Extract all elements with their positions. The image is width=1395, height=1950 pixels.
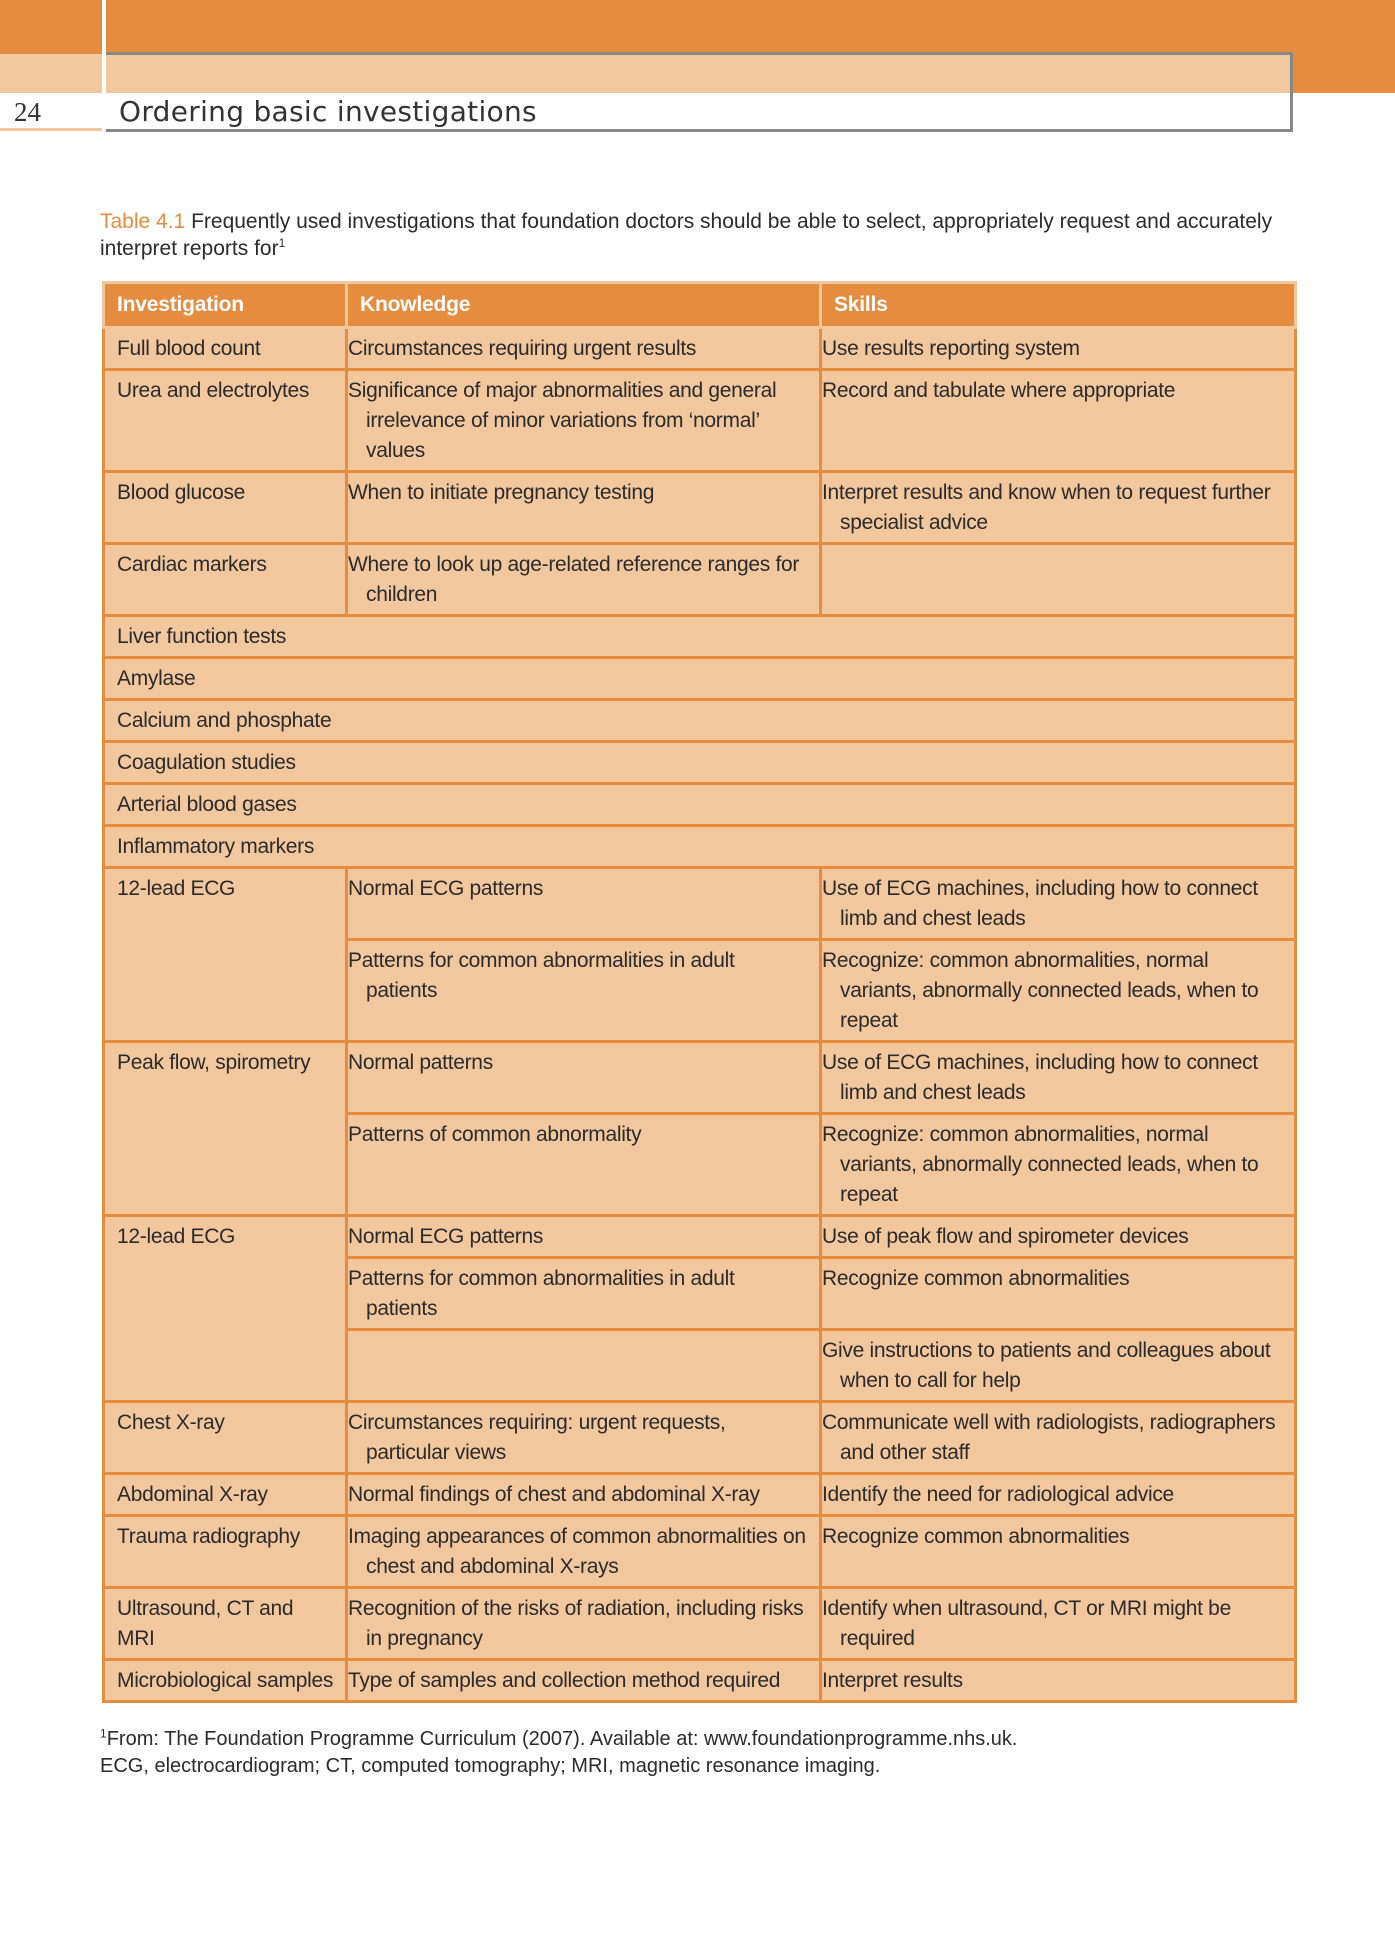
skills-cell bbox=[821, 1216, 1296, 1258]
table-row bbox=[104, 700, 1296, 742]
skills-cell-text: Interpret results and know when to request further specialist advice bbox=[822, 481, 1271, 534]
skills-cell bbox=[821, 1258, 1296, 1330]
knowledge-cell bbox=[347, 868, 821, 940]
table-label: Table 4.1 bbox=[100, 210, 186, 233]
skills-cell-text: Recognize common abnormalities bbox=[822, 1525, 1130, 1548]
investigation-cell-text: Blood glucose bbox=[117, 481, 246, 504]
knowledge-cell bbox=[347, 940, 821, 1042]
investigation-cell bbox=[104, 370, 347, 472]
table-row bbox=[104, 328, 1296, 370]
footnote-source bbox=[100, 1726, 1300, 1753]
knowledge-cell bbox=[347, 1330, 821, 1402]
investigation-cell bbox=[104, 616, 1296, 658]
skills-cell-text: Recognize common abnormalities bbox=[822, 1267, 1130, 1290]
investigation-cell-text: Urea and electrolytes bbox=[117, 379, 310, 402]
skills-cell bbox=[821, 1402, 1296, 1474]
investigations-table bbox=[102, 281, 1294, 1703]
investigation-cell-text: Peak flow, spirometry bbox=[117, 1051, 311, 1074]
table-row bbox=[104, 784, 1296, 826]
knowledge-cell bbox=[347, 1042, 821, 1114]
table-row bbox=[104, 1588, 1296, 1660]
table-header-row bbox=[104, 283, 1296, 328]
knowledge-cell-text: Normal ECG patterns bbox=[348, 1225, 544, 1248]
knowledge-cell-text: Circumstances requiring urgent results bbox=[348, 337, 697, 360]
knowledge-cell-text: Imaging appearances of common abnormalities on chest and abdominal X-rays bbox=[348, 1525, 806, 1578]
header-band bbox=[0, 0, 1395, 54]
knowledge-cell-text: Normal patterns bbox=[348, 1051, 493, 1074]
knowledge-cell-text: Significance of major abnormalities and general irrelevance of minor variations from ‘normal’ values bbox=[348, 379, 777, 462]
skills-cell bbox=[821, 868, 1296, 940]
investigation-cell bbox=[104, 742, 1296, 784]
knowledge-cell-text: Normal findings of chest and abdominal X-ray bbox=[348, 1483, 760, 1506]
skills-cell-text: Give instructions to patients and colleagues about when to call for help bbox=[822, 1339, 1271, 1392]
skills-cell-text: Record and tabulate where appropriate bbox=[822, 379, 1176, 402]
table-row bbox=[104, 658, 1296, 700]
knowledge-cell bbox=[347, 1402, 821, 1474]
skills-cell bbox=[821, 1474, 1296, 1516]
investigation-cell-text: Abdominal X-ray bbox=[117, 1483, 268, 1506]
knowledge-cell-text: Normal ECG patterns bbox=[348, 877, 544, 900]
table-row bbox=[104, 370, 1296, 472]
skills-cell bbox=[821, 1516, 1296, 1588]
knowledge-cell bbox=[347, 472, 821, 544]
skills-cell-text: Interpret results bbox=[822, 1669, 963, 1692]
caption-text: Frequently used investigations that foundation doctors should be able to select, appropriately request and accurately interpret reports for bbox=[100, 210, 1273, 260]
header-knowledge: Knowledge bbox=[347, 283, 821, 328]
skills-cell-text: Use of peak flow and spirometer devices bbox=[822, 1225, 1189, 1248]
skills-cell-text: Communicate well with radiologists, radiographers and other staff bbox=[822, 1411, 1276, 1464]
header-skills: Skills bbox=[821, 283, 1296, 328]
knowledge-cell-text: Type of samples and collection method required bbox=[348, 1669, 781, 1692]
investigation-cell bbox=[104, 328, 347, 370]
skills-cell bbox=[821, 1588, 1296, 1660]
knowledge-cell-text: Circumstances requiring: urgent requests, particular views bbox=[348, 1411, 726, 1464]
investigation-cell-text: Liver function tests bbox=[117, 625, 287, 648]
skills-cell-text: Identify the need for radiological advice bbox=[822, 1483, 1174, 1506]
knowledge-cell bbox=[347, 1474, 821, 1516]
header-investigation: Investigation bbox=[104, 283, 347, 328]
skills-cell-text: Use of ECG machines, including how to connect limb and chest leads bbox=[822, 877, 1258, 930]
investigation-cell bbox=[104, 1474, 347, 1516]
knowledge-cell-text: Patterns of common abnormality bbox=[348, 1123, 642, 1146]
knowledge-cell bbox=[347, 1114, 821, 1216]
knowledge-cell-text: Patterns for common abnormalities in adult patients bbox=[348, 949, 735, 1002]
investigation-cell bbox=[104, 1402, 347, 1474]
table-row bbox=[104, 1402, 1296, 1474]
skills-cell bbox=[821, 1114, 1296, 1216]
skills-cell bbox=[821, 472, 1296, 544]
table-row bbox=[104, 616, 1296, 658]
investigation-cell bbox=[104, 868, 347, 1042]
table-caption bbox=[100, 208, 1300, 262]
investigation-cell-text: Arterial blood gases bbox=[117, 793, 297, 816]
investigation-cell bbox=[104, 1588, 347, 1660]
skills-cell-text: Recognize: common abnormalities, normal variants, abnormally connected leads, when to repeat bbox=[822, 1123, 1259, 1206]
knowledge-cell-text: Where to look up age-related reference ranges for children bbox=[348, 553, 800, 606]
investigation-cell bbox=[104, 1516, 347, 1588]
investigation-cell-text: Inflammatory markers bbox=[117, 835, 315, 858]
investigation-cell bbox=[104, 1660, 347, 1702]
table-row bbox=[104, 1474, 1296, 1516]
knowledge-cell bbox=[347, 1216, 821, 1258]
investigation-cell-text: Amylase bbox=[117, 667, 196, 690]
investigation-cell bbox=[104, 658, 1296, 700]
knowledge-cell bbox=[347, 328, 821, 370]
skills-cell bbox=[821, 1042, 1296, 1114]
header-divider bbox=[102, 0, 106, 131]
table-row bbox=[104, 1216, 1296, 1258]
table-row bbox=[104, 1042, 1296, 1114]
knowledge-cell bbox=[347, 544, 821, 616]
footnote-abbreviations: ECG, electrocardiogram; CT, computed tomography; MRI, magnetic resonance imaging. bbox=[100, 1755, 881, 1777]
knowledge-cell-text: Patterns for common abnormalities in adult patients bbox=[348, 1267, 735, 1320]
skills-cell-text: Recognize: common abnormalities, normal variants, abnormally connected leads, when to repeat bbox=[822, 949, 1259, 1032]
investigation-cell-text: Calcium and phosphate bbox=[117, 709, 332, 732]
table-row bbox=[104, 472, 1296, 544]
knowledge-cell-text: When to initiate pregnancy testing bbox=[348, 481, 655, 504]
skills-cell-text: Use results reporting system bbox=[822, 337, 1080, 360]
table-row bbox=[104, 1660, 1296, 1702]
investigation-cell bbox=[104, 784, 1296, 826]
header-band-corner bbox=[1292, 54, 1395, 93]
table-row bbox=[104, 544, 1296, 616]
footnotes bbox=[100, 1726, 1300, 1780]
investigation-cell-text: Coagulation studies bbox=[117, 751, 296, 774]
knowledge-cell bbox=[347, 1660, 821, 1702]
skills-cell-text: Use of ECG machines, including how to connect limb and chest leads bbox=[822, 1051, 1258, 1104]
investigation-cell bbox=[104, 1216, 347, 1402]
knowledge-cell bbox=[347, 1516, 821, 1588]
investigation-cell-text: Trauma radiography bbox=[117, 1525, 300, 1548]
investigation-cell-text: Ultrasound, CT and MRI bbox=[117, 1597, 294, 1650]
skills-cell bbox=[821, 328, 1296, 370]
skills-cell bbox=[821, 544, 1296, 616]
footnote-source-text: From: The Foundation Programme Curriculum (2007). Available at: www.foundationprogramme.nhs.uk. bbox=[106, 1728, 1018, 1750]
investigation-cell bbox=[104, 700, 1296, 742]
knowledge-cell-text: Recognition of the risks of radiation, including risks in pregnancy bbox=[348, 1597, 804, 1650]
section-title: Ordering basic investigations bbox=[119, 95, 537, 128]
skills-cell bbox=[821, 370, 1296, 472]
knowledge-cell bbox=[347, 1588, 821, 1660]
table-body bbox=[104, 328, 1296, 1702]
skills-cell bbox=[821, 940, 1296, 1042]
knowledge-cell bbox=[347, 370, 821, 472]
table-row bbox=[104, 826, 1296, 868]
investigation-cell bbox=[104, 472, 347, 544]
caption-footnote-ref: 1 bbox=[278, 236, 286, 250]
footnote-marker: 1 bbox=[100, 1726, 107, 1741]
investigation-cell-text: Microbiological samples bbox=[117, 1669, 334, 1692]
investigation-cell-text: 12-lead ECG bbox=[117, 1225, 236, 1248]
investigation-cell-text: Cardiac markers bbox=[117, 553, 267, 576]
table-row bbox=[104, 742, 1296, 784]
investigation-cell bbox=[104, 1042, 347, 1216]
page-number: 24 bbox=[14, 97, 41, 127]
knowledge-cell bbox=[347, 1258, 821, 1330]
skills-cell bbox=[821, 1660, 1296, 1702]
table-row bbox=[104, 1516, 1296, 1588]
skills-cell bbox=[821, 1330, 1296, 1402]
investigation-cell bbox=[104, 826, 1296, 868]
skills-cell-text: Identify when ultrasound, CT or MRI might be required bbox=[822, 1597, 1231, 1650]
investigation-cell-text: Full blood count bbox=[117, 337, 261, 360]
table-row bbox=[104, 868, 1296, 940]
investigation-cell-text: Chest X-ray bbox=[117, 1411, 225, 1434]
investigation-cell-text: 12-lead ECG bbox=[117, 877, 236, 900]
investigation-cell bbox=[104, 544, 347, 616]
